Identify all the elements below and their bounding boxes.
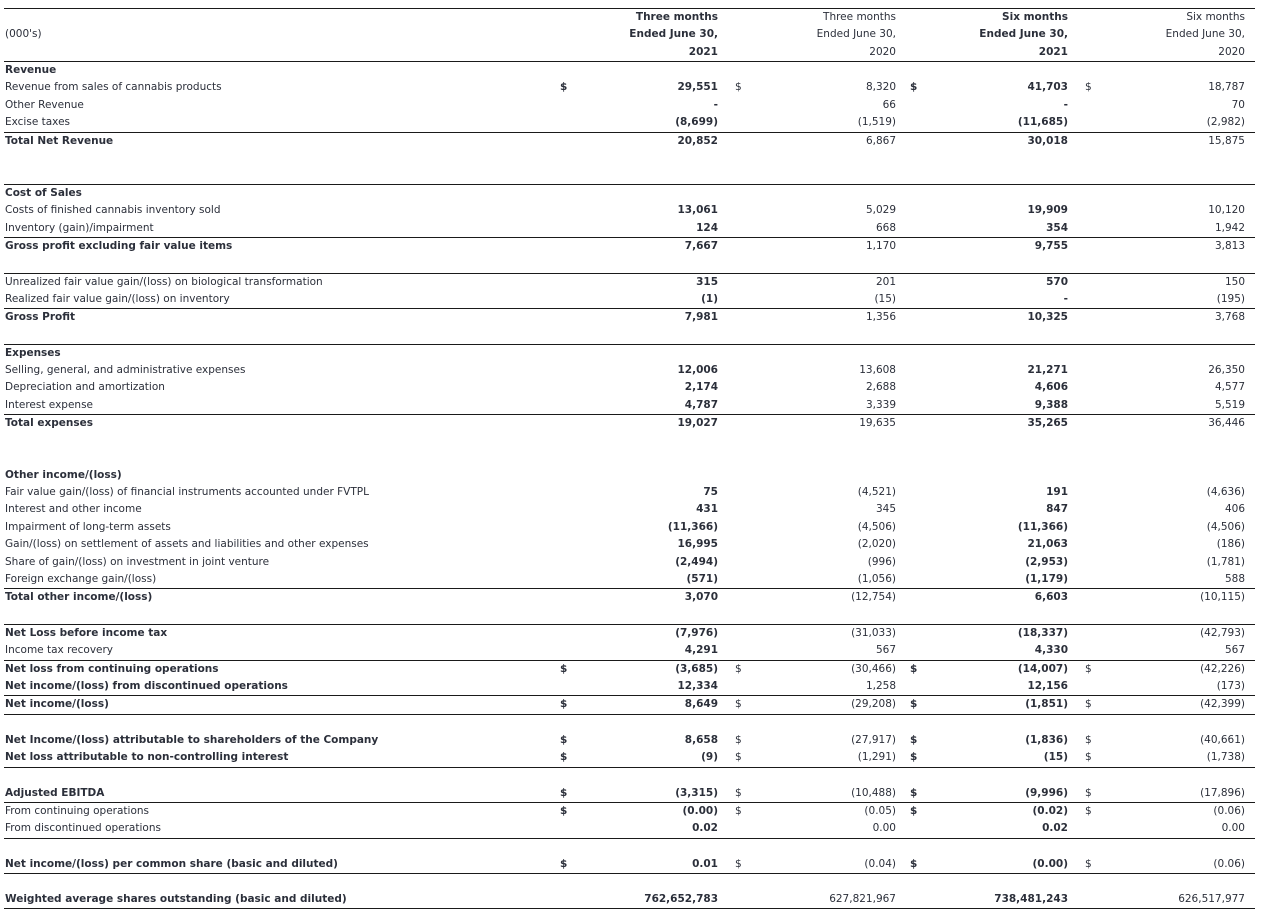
currency-symbol: $ — [910, 81, 918, 94]
value-cell: - — [713, 98, 718, 111]
currency-symbol: $ — [1085, 662, 1092, 675]
value-cell: (10,115) — [1200, 591, 1245, 604]
table-row — [4, 202, 1255, 219]
row-label: Total other income/(loss) — [5, 591, 153, 604]
currency-symbol: $ — [560, 81, 568, 94]
value-cell: 9,388 — [1034, 398, 1068, 411]
value-cell: (1,056) — [857, 572, 896, 585]
value-cell: 7,981 — [684, 311, 718, 324]
table-row — [4, 536, 1255, 553]
value-cell: 75 — [703, 486, 718, 499]
table-row — [4, 519, 1255, 536]
column-header-q2-2021: Three months Ended June 30, 2021 — [629, 11, 718, 58]
value-cell: 19,909 — [1027, 204, 1068, 217]
row-label: Other Revenue — [5, 98, 84, 111]
value-cell: 4,577 — [1214, 381, 1245, 394]
currency-symbol: $ — [560, 698, 568, 711]
row-label: Inventory (gain)/impairment — [5, 221, 154, 234]
value-cell: 15,875 — [1208, 134, 1245, 147]
value-cell: 10,325 — [1027, 311, 1068, 324]
table-row — [4, 501, 1255, 518]
value-cell: (8,699) — [675, 116, 718, 129]
column-header-h1-2020: Six months Ended June 30, 2020 — [1165, 11, 1245, 58]
value-cell: (29,208) — [851, 698, 896, 711]
table-row — [4, 114, 1255, 131]
row-label: Total Net Revenue — [5, 134, 114, 147]
value-cell: 12,156 — [1027, 679, 1068, 692]
value-cell: (0.06) — [1213, 857, 1245, 870]
row-label: Expenses — [5, 346, 61, 359]
value-cell: 66 — [882, 98, 896, 111]
column-header-q2-2020: Three months Ended June 30, 2020 — [816, 11, 896, 58]
value-cell: 10,120 — [1208, 204, 1245, 217]
value-cell: (2,953) — [1025, 555, 1068, 568]
currency-symbol: $ — [1085, 81, 1092, 94]
value-cell: (2,020) — [857, 538, 896, 551]
value-cell: (2,494) — [675, 555, 718, 568]
row-label: Impairment of long-term assets — [5, 520, 171, 533]
value-cell: (7,976) — [675, 626, 718, 639]
table-row — [4, 749, 1255, 766]
value-cell: 1,258 — [865, 679, 896, 692]
value-cell: 627,821,967 — [829, 893, 896, 906]
income-statement-table — [4, 8, 1255, 909]
value-cell: (0.05) — [864, 804, 896, 817]
row-label: Other income/(loss) — [5, 468, 122, 481]
value-cell: 3,813 — [1214, 240, 1245, 253]
value-cell: 0.00 — [872, 822, 896, 835]
table-row — [4, 185, 1255, 202]
table-row — [4, 133, 1255, 150]
table-row — [4, 220, 1255, 237]
currency-symbol: $ — [910, 804, 918, 817]
table-row — [4, 891, 1255, 908]
currency-symbol: $ — [735, 857, 742, 870]
spacer — [4, 167, 1255, 184]
value-cell: (27,917) — [851, 733, 896, 746]
value-cell: (42,793) — [1200, 626, 1245, 639]
value-cell: 345 — [875, 503, 896, 516]
value-cell: (1,738) — [1206, 751, 1245, 764]
value-cell: 16,995 — [677, 538, 718, 551]
value-cell: 21,271 — [1027, 364, 1068, 377]
table-row — [4, 642, 1255, 659]
value-cell: 738,481,243 — [994, 893, 1068, 906]
currency-symbol: $ — [735, 81, 742, 94]
value-cell: 3,339 — [865, 398, 896, 411]
table-row — [4, 415, 1255, 432]
value-cell: 315 — [696, 275, 718, 288]
row-label: Revenue — [5, 64, 57, 76]
value-cell: 1,356 — [865, 311, 896, 324]
value-cell: (0.04) — [864, 857, 896, 870]
value-cell: 70 — [1231, 98, 1245, 111]
table-row — [4, 62, 1255, 79]
row-label: Costs of finished cannabis inventory sold — [5, 204, 221, 217]
table-row — [4, 345, 1255, 362]
value-cell: 3,070 — [684, 591, 718, 604]
spacer — [4, 433, 1255, 450]
table-row — [4, 379, 1255, 396]
value-cell: 2,174 — [684, 381, 718, 394]
row-label: Net loss attributable to non-controlling interest — [5, 751, 289, 764]
value-cell: (0.00) — [1032, 857, 1068, 870]
row-label: Interest and other income — [5, 503, 142, 516]
currency-symbol: $ — [910, 786, 918, 799]
currency-symbol: $ — [910, 751, 918, 764]
value-cell: 13,061 — [677, 204, 718, 217]
value-cell: 29,551 — [677, 81, 718, 94]
value-cell: 201 — [875, 275, 896, 288]
row-label: Net income/(loss) — [5, 698, 109, 711]
currency-symbol: $ — [1085, 751, 1092, 764]
table-row — [4, 856, 1255, 873]
table-row — [4, 397, 1255, 414]
row-label: Income tax recovery — [5, 644, 114, 657]
row-label: Excise taxes — [5, 116, 70, 129]
spacer — [4, 150, 1255, 167]
value-cell: (11,366) — [1017, 520, 1068, 533]
value-cell: (186) — [1216, 538, 1245, 551]
value-cell: (4,506) — [1206, 520, 1245, 533]
value-cell: (4,506) — [857, 520, 896, 533]
table-row — [4, 661, 1255, 678]
value-cell: (4,636) — [1206, 486, 1245, 499]
spacer — [4, 450, 1255, 467]
row-label: Interest expense — [5, 398, 93, 411]
value-cell: 1,170 — [865, 240, 896, 253]
row-label: Fair value gain/(loss) of financial instruments accounted under FVTPL — [5, 486, 369, 499]
currency-symbol: $ — [910, 857, 918, 870]
value-cell: 30,018 — [1027, 134, 1068, 147]
spacer — [4, 607, 1255, 624]
value-cell: 6,603 — [1034, 591, 1068, 604]
table-row — [4, 589, 1255, 606]
currency-symbol: $ — [735, 751, 742, 764]
value-cell: 4,291 — [684, 644, 718, 657]
value-cell: (996) — [867, 555, 896, 568]
value-cell: 4,330 — [1034, 644, 1068, 657]
value-cell: 12,334 — [677, 679, 718, 692]
currency-symbol: $ — [1085, 857, 1092, 870]
table-row — [4, 467, 1255, 484]
value-cell: 0.02 — [692, 822, 718, 835]
spacer — [4, 768, 1255, 785]
row-label: From discontinued operations — [5, 822, 161, 835]
value-cell: 9,755 — [1034, 240, 1068, 253]
value-cell: 18,787 — [1208, 81, 1245, 94]
spacer — [4, 256, 1255, 273]
value-cell: 19,635 — [859, 417, 896, 430]
currency-symbol: $ — [1085, 786, 1092, 799]
value-cell: 19,027 — [677, 417, 718, 430]
value-cell: 567 — [1224, 644, 1245, 657]
table-row — [4, 625, 1255, 642]
value-cell: (17,896) — [1200, 786, 1245, 799]
value-cell: 0.00 — [1221, 822, 1245, 835]
value-cell: (40,661) — [1200, 733, 1245, 746]
value-cell: (1,781) — [1206, 555, 1245, 568]
value-cell: (0.00) — [682, 804, 718, 817]
row-label: Gross Profit — [5, 311, 76, 324]
table-header — [4, 9, 1255, 61]
value-cell: 3,768 — [1214, 311, 1245, 324]
value-cell: 0.02 — [1042, 822, 1068, 835]
value-cell: 5,029 — [865, 204, 896, 217]
value-cell: 13,608 — [859, 364, 896, 377]
currency-symbol: $ — [560, 804, 568, 817]
value-cell: (9) — [701, 751, 718, 764]
value-cell: 626,517,977 — [1178, 893, 1245, 906]
table-row — [4, 785, 1255, 802]
value-cell: 8,658 — [684, 733, 718, 746]
value-cell: (2,982) — [1206, 116, 1245, 129]
value-cell: (195) — [1216, 292, 1245, 305]
row-label: Net loss from continuing operations — [5, 662, 219, 675]
table-row — [4, 732, 1255, 749]
currency-symbol: $ — [735, 786, 742, 799]
value-cell: 41,703 — [1027, 81, 1068, 94]
currency-symbol: $ — [910, 698, 918, 711]
value-cell: 6,867 — [865, 134, 896, 147]
table-row — [4, 362, 1255, 379]
value-cell: 2,688 — [865, 381, 896, 394]
currency-symbol: $ — [560, 751, 568, 764]
value-cell: (1,836) — [1025, 733, 1068, 746]
value-cell: (173) — [1216, 679, 1245, 692]
row-label: Net Income/(loss) attributable to shareholders of the Company — [5, 733, 379, 746]
currency-symbol: $ — [910, 662, 918, 675]
row-label: Net Loss before income tax — [5, 626, 168, 639]
value-cell: 0.01 — [692, 857, 718, 870]
value-cell: (30,466) — [851, 662, 896, 675]
table-row — [4, 803, 1255, 820]
value-cell: (3,685) — [675, 662, 718, 675]
currency-symbol: $ — [735, 662, 742, 675]
table-row — [4, 484, 1255, 501]
currency-symbol: $ — [560, 662, 568, 675]
value-cell: (18,337) — [1017, 626, 1068, 639]
row-label: Depreciation and amortization — [5, 381, 165, 394]
value-cell: (4,521) — [857, 486, 896, 499]
value-cell: (1) — [701, 292, 718, 305]
row-label: Adjusted EBITDA — [5, 786, 105, 799]
value-cell: (0.02) — [1032, 804, 1068, 817]
row-label: Weighted average shares outstanding (basic and diluted) — [5, 893, 347, 906]
table-row — [4, 678, 1255, 695]
value-cell: 5,519 — [1214, 398, 1245, 411]
value-cell: 150 — [1224, 275, 1245, 288]
value-cell: (10,488) — [851, 786, 896, 799]
value-cell: 124 — [696, 221, 718, 234]
row-label: Total expenses — [5, 417, 93, 430]
value-cell: 191 — [1046, 486, 1068, 499]
value-cell: (1,179) — [1025, 572, 1068, 585]
value-cell: 762,652,783 — [644, 893, 718, 906]
table-row — [4, 97, 1255, 114]
table-row — [4, 274, 1255, 291]
currency-symbol: $ — [735, 804, 742, 817]
value-cell: 26,350 — [1208, 364, 1245, 377]
row-label: Foreign exchange gain/(loss) — [5, 572, 157, 585]
value-cell: (12,754) — [851, 591, 896, 604]
row-label: Cost of Sales — [5, 186, 82, 199]
row-label: Realized fair value gain/(loss) on inventory — [5, 292, 230, 305]
table-row — [4, 291, 1255, 308]
value-cell: 8,320 — [865, 81, 896, 94]
row-label: Share of gain/(loss) on investment in joint venture — [5, 555, 270, 568]
value-cell: 668 — [875, 221, 896, 234]
column-header-h1-2021: Six months Ended June 30, 2021 — [979, 11, 1068, 58]
value-cell: (42,399) — [1200, 698, 1245, 711]
value-cell: (9,996) — [1025, 786, 1068, 799]
spacer — [4, 874, 1255, 891]
table-row — [4, 238, 1255, 255]
value-cell: (3,315) — [675, 786, 718, 799]
value-cell: 588 — [1224, 572, 1245, 585]
value-cell: 847 — [1046, 503, 1068, 516]
currency-symbol: $ — [1085, 698, 1092, 711]
units-label: (000's) — [5, 28, 42, 40]
table-row — [4, 79, 1255, 96]
value-cell: 1,942 — [1214, 221, 1245, 234]
value-cell: (42,226) — [1200, 662, 1245, 675]
value-cell: (0.06) — [1213, 804, 1245, 817]
currency-symbol: $ — [735, 698, 742, 711]
value-cell: - — [1063, 98, 1068, 111]
row-label: From continuing operations — [5, 804, 150, 817]
row-label: Selling, general, and administrative expenses — [5, 364, 246, 377]
value-cell: 36,446 — [1208, 417, 1245, 430]
value-cell: 21,063 — [1027, 538, 1068, 551]
currency-symbol: $ — [735, 733, 742, 746]
value-cell: 20,852 — [677, 134, 718, 147]
value-cell: (14,007) — [1017, 662, 1068, 675]
value-cell: 354 — [1046, 221, 1068, 234]
currency-symbol: $ — [1085, 733, 1092, 746]
value-cell: (31,033) — [851, 626, 896, 639]
value-cell: (11,366) — [667, 520, 718, 533]
table-row — [4, 309, 1255, 326]
table-row — [4, 571, 1255, 588]
value-cell: 12,006 — [677, 364, 718, 377]
spacer — [4, 327, 1255, 344]
value-cell: (15) — [874, 292, 896, 305]
currency-symbol: $ — [1085, 804, 1092, 817]
row-label: Net income/(loss) per common share (basic and diluted) — [5, 857, 338, 870]
currency-symbol: $ — [910, 733, 918, 746]
currency-symbol: $ — [560, 857, 568, 870]
value-cell: (1,851) — [1025, 698, 1068, 711]
value-cell: 406 — [1224, 503, 1245, 516]
row-label: Gain/(loss) on settlement of assets and liabilities and other expenses — [5, 538, 369, 551]
spacer — [4, 715, 1255, 732]
value-cell: (1,291) — [857, 751, 896, 764]
value-cell: 35,265 — [1027, 417, 1068, 430]
table-row — [4, 554, 1255, 571]
value-cell: 7,667 — [684, 240, 718, 253]
value-cell: (11,685) — [1017, 116, 1068, 129]
currency-symbol: $ — [560, 786, 568, 799]
spacer — [4, 839, 1255, 856]
table-row — [4, 696, 1255, 713]
value-cell: 567 — [875, 644, 896, 657]
row-label: Unrealized fair value gain/(loss) on biological transformation — [5, 275, 323, 288]
value-cell: 8,649 — [684, 698, 718, 711]
value-cell: (15) — [1043, 751, 1068, 764]
row-label: Gross profit excluding fair value items — [5, 240, 233, 253]
value-cell: (1,519) — [857, 116, 896, 129]
value-cell: (571) — [686, 572, 718, 585]
row-label: Net income/(loss) from discontinued operations — [5, 679, 288, 692]
value-cell: 431 — [696, 503, 718, 516]
row-label: Revenue from sales of cannabis products — [5, 81, 222, 94]
value-cell: 4,787 — [684, 398, 718, 411]
value-cell: 4,606 — [1034, 381, 1068, 394]
value-cell: 570 — [1046, 275, 1068, 288]
table-row — [4, 820, 1255, 837]
currency-symbol: $ — [560, 733, 568, 746]
value-cell: - — [1063, 292, 1068, 305]
